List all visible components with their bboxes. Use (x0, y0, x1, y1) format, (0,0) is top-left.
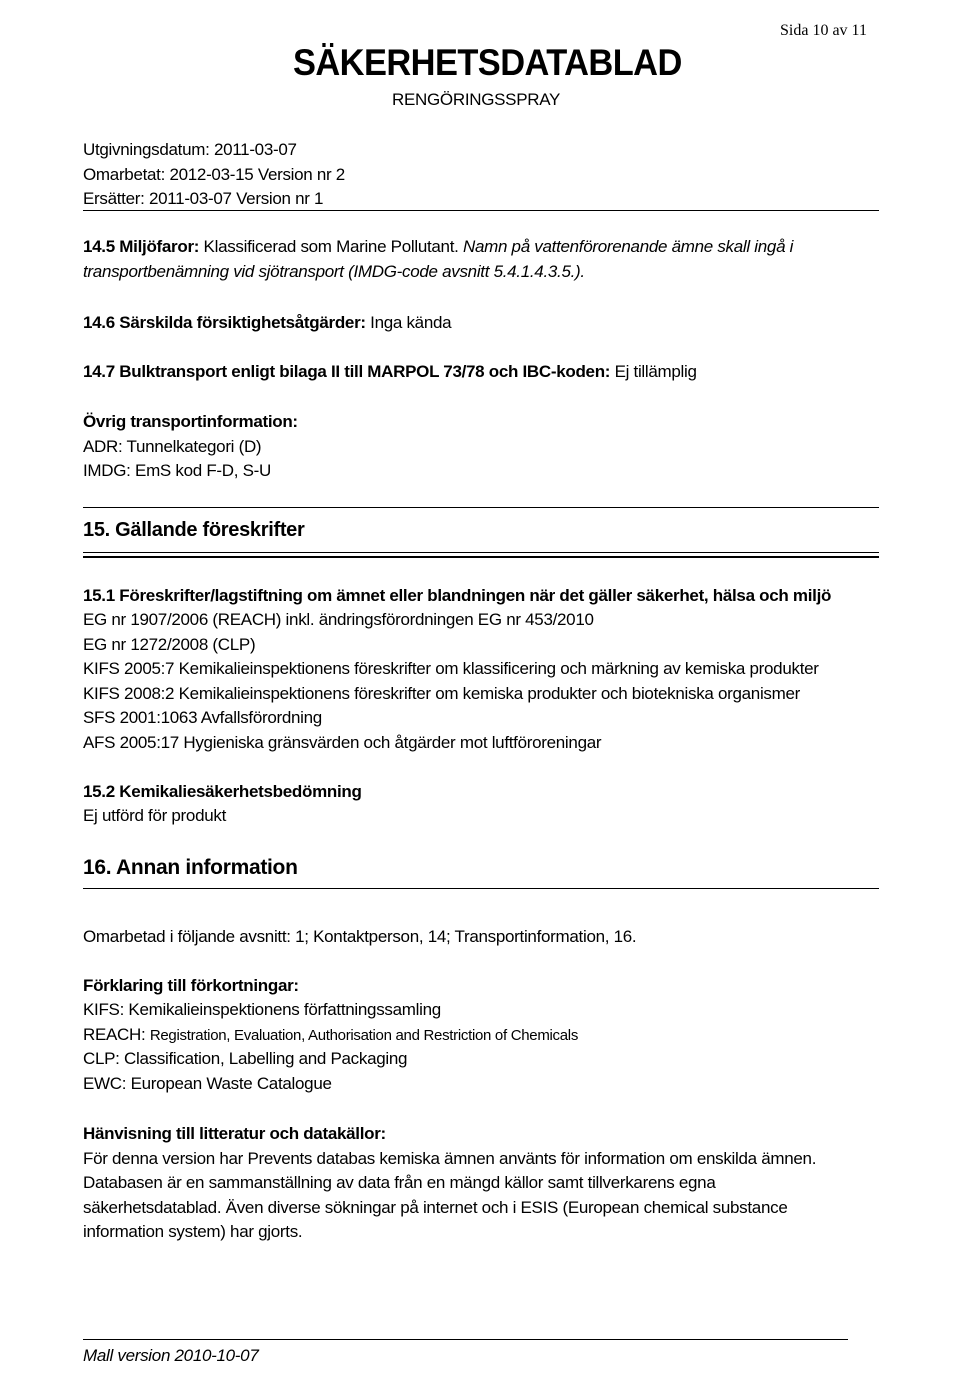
regulation-line: EG nr 1272/2008 (CLP) (83, 635, 256, 654)
section-16-header (83, 848, 879, 889)
references-line: säkerhetsdatablad. Även diverse sökningar på internet och i ESIS (European chemical substance (83, 1198, 788, 1217)
references-line: information system) har gjorts. (83, 1222, 303, 1241)
section-14-6-label: 14.6 Särskilda försiktighetsåtgärder: (83, 313, 366, 332)
section-14-5-note: Namn på vattenförorenande ämne skall ingå i (458, 237, 794, 256)
revised-sections-note: Omarbetad i följande avsnitt: 1; Kontaktperson, 14; Transportinformation, 16. (83, 927, 637, 946)
section-14-6-value: Inga kända (365, 313, 452, 332)
section-15-2-value: Ej utförd för produkt (83, 806, 226, 825)
section-14-5-note-line2: transportbenämning vid sjötransport (IMDG-code avsnitt 5.4.1.4.3.5.). (83, 262, 585, 281)
section-14-5-value: Klassificerad som Marine Pollutant. (199, 237, 459, 256)
references-line: Databasen är en sammanställning av data från en mängd källor samt tillverkarens egna (83, 1173, 716, 1192)
abbr-reach-label: REACH: (83, 1025, 150, 1044)
section-16-title: 16. Annan information (83, 856, 298, 879)
section-15-1-heading: 15.1 Föreskrifter/lagstiftning om ämnet eller blandningen när det gäller säkerhet, hälsa och miljö (83, 586, 832, 605)
regulation-line: EG nr 1907/2006 (REACH) inkl. ändringsförordningen EG nr 453/2010 (83, 610, 594, 629)
document-title: SÄKERHETSDATABLAD (293, 42, 682, 83)
page-number: Sida 10 av 11 (780, 22, 867, 39)
section-14-5-label: 14.5 Miljöfaror: (83, 237, 200, 256)
issue-date: Utgivningsdatum: 2011-03-07 (83, 140, 297, 159)
regulation-line: AFS 2005:17 Hygieniska gränsvärden och åtgärder mot luftföroreningar (83, 733, 602, 752)
abbreviations-heading: Förklaring till förkortningar: (83, 976, 299, 995)
section-14-6 (83, 313, 451, 333)
section-14-7-value: Ej tillämplig (610, 362, 697, 381)
regulation-line: SFS 2001:1063 Avfallsförordning (83, 708, 322, 727)
regulation-line: KIFS 2005:7 Kemikalieinspektionens föreskrifter om klassificering och märkning av kemiska produkter (83, 659, 819, 678)
header-divider (83, 210, 879, 211)
section-15-2-heading: 15.2 Kemikaliesäkerhetsbedömning (83, 782, 362, 801)
other-transport-heading: Övrig transportinformation: (83, 412, 298, 431)
section-15-title: 15. Gällande föreskrifter (83, 519, 305, 541)
adr-info: ADR: Tunnelkategori (D) (83, 437, 262, 456)
references-line: För denna version har Prevents databas kemiska ämnen använts för information om enskilda ämnen. (83, 1149, 817, 1168)
section-14-7-label: 14.7 Bulktransport enligt bilaga II till MARPOL 73/78 och IBC-koden: (83, 362, 611, 381)
section-14-7 (83, 362, 697, 382)
abbr-kifs: KIFS: Kemikalieinspektionens författningssamling (83, 1000, 441, 1019)
revised-date: Omarbetat: 2012-03-15 Version nr 2 (83, 165, 345, 184)
product-name: RENGÖRINGSSPRAY (392, 90, 561, 109)
imdg-info: IMDG: EmS kod F-D, S-U (83, 461, 271, 480)
footer-divider (83, 1339, 848, 1340)
abbr-reach (83, 1025, 578, 1045)
replaces-version: Ersätter: 2011-03-07 Version nr 1 (83, 189, 324, 208)
abbr-ewc: EWC: European Waste Catalogue (83, 1074, 332, 1093)
section-15-header (83, 507, 879, 558)
regulation-line: KIFS 2008:2 Kemikalieinspektionens föreskrifter om kemiska produkter och biotekniska organismer (83, 684, 801, 703)
section-14-5-line1 (83, 237, 793, 257)
abbr-reach-value: Registration, Evaluation, Authorisation and Restriction of Chemicals (149, 1027, 579, 1044)
abbr-clp: CLP: Classification, Labelling and Packaging (83, 1049, 408, 1068)
references-heading: Hänvisning till litteratur och datakällor: (83, 1124, 386, 1143)
template-version: Mall version 2010-10-07 (83, 1346, 259, 1365)
